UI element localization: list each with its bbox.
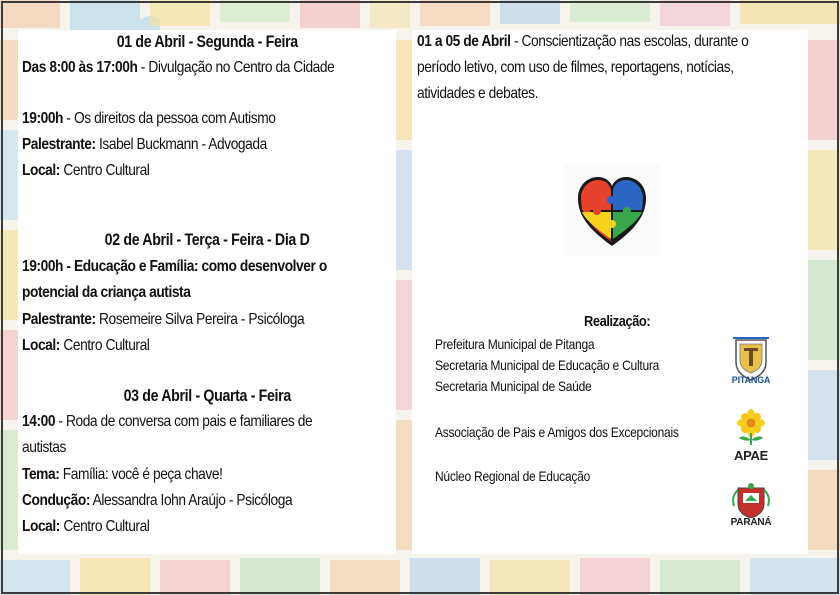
day2-heading: 02 de Abril - Terça - Feira - Dia D [104, 231, 310, 249]
parana-crest-icon [728, 482, 774, 518]
day3-line2: autistas [22, 439, 66, 456]
parana-logo [728, 482, 774, 538]
org-nucleo: Núcleo Regional de Educação [435, 468, 591, 484]
realizacao-heading: Realização: [584, 313, 651, 330]
day2-local: Local: Centro Cultural [22, 337, 150, 354]
schedule-panel [18, 30, 396, 554]
day1-speaker: Palestrante: Isabel Buckmann - Advogada [22, 136, 267, 153]
day3-tema: Tema: Família: você é peça chave! [22, 466, 223, 483]
pitanga-logo [728, 334, 774, 388]
day2-line2: potencial da criança autista [22, 284, 191, 301]
apae-logo [728, 408, 774, 466]
day1-heading: 01 de Abril - Segunda - Feira [116, 33, 298, 51]
day2-line1: 19:00h - Educação e Família: como desenvolver o [22, 258, 327, 275]
intro-line2: período letivo, com uso de filmes, reportagens, notícias, [417, 59, 734, 76]
org-apae: Associação de Pais e Amigos dos Excepcionais [435, 424, 679, 440]
day1-local: Local: Centro Cultural [22, 162, 150, 179]
intro-line3: atividades e debates. [417, 85, 539, 102]
day3-local: Local: Centro Cultural [22, 518, 150, 535]
day3-heading: 03 de Abril - Quarta - Feira [123, 387, 291, 405]
day3-conducao: Condução: Alessandra Iohn Araújo - Psicóloga [22, 492, 293, 509]
puzzle-heart-icon [564, 164, 660, 256]
org-pitanga-line2: Secretaria Municipal de Educação e Cultura [435, 357, 660, 373]
org-pitanga-line3: Secretaria Municipal de Saúde [435, 378, 592, 394]
parana-logo-text: PARANÁ [730, 517, 772, 528]
apae-logo-text: APAE [734, 448, 768, 463]
day3-line1: 14:00 - Roda de conversa com pais e familiares de [22, 413, 313, 430]
info-panel [412, 30, 808, 554]
apae-flower-icon [728, 408, 774, 448]
intro-line1: 01 a 05 de Abril - Conscientização nas escolas, durante o [417, 33, 749, 50]
day1-line2: 19:00h - Os direitos da pessoa com Autismo [22, 110, 276, 127]
day2-speaker: Palestrante: Rosemeire Silva Pereira - Psicóloga [22, 311, 305, 328]
day1-line1: Das 8:00 às 17:00h - Divulgação no Centro da Cidade [22, 59, 335, 76]
pitanga-logo-text: PITANGA [731, 375, 771, 385]
org-pitanga-line1: Prefeitura Municipal de Pitanga [435, 336, 595, 352]
